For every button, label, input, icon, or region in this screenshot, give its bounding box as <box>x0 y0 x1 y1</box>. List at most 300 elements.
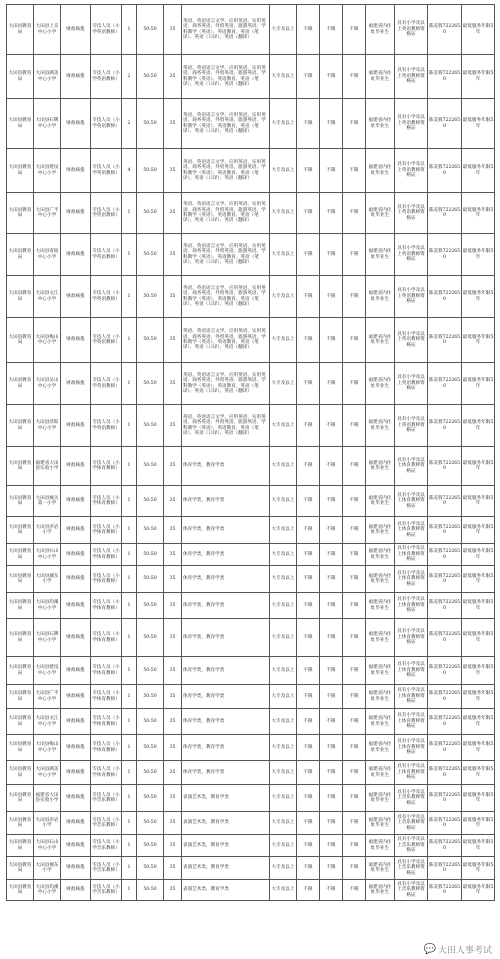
cell-col-8: 大专及以上 <box>270 149 297 193</box>
cell-col-1: 大田县均溪中心小学 <box>34 880 61 901</box>
cell-col-1: 大田县石牌中心小学 <box>34 99 61 149</box>
table-row <box>7 566 495 593</box>
cell-col-8: 大专及以上 <box>270 318 297 363</box>
cell-col-10: 不限 <box>320 812 343 835</box>
cell-col-11: 不限 <box>343 735 366 761</box>
cell-col-12: 福建省内住址毕业生 <box>366 835 395 857</box>
cell-col-5: 50:50 <box>137 318 164 363</box>
cell-col-12: 福建省内住址毕业生 <box>366 812 395 835</box>
cell-col-15: 最低服务年限5年 <box>462 735 495 761</box>
cell-col-6: 35 <box>164 812 182 835</box>
cell-col-0: 大田县教育局 <box>7 619 34 657</box>
cell-col-3: 专技人员（小学体育教师） <box>91 657 122 685</box>
cell-col-2: 财政核拨 <box>61 880 91 901</box>
cell-col-0: 大田县教育局 <box>7 193 34 234</box>
cell-col-13: 具有小学及以上体育教师资格证 <box>395 619 428 657</box>
cell-col-13: 具有小学及以上体育教师资格证 <box>395 544 428 566</box>
cell-col-12: 福建省内住址毕业生 <box>366 318 395 363</box>
cell-col-8: 大专及以上 <box>270 517 297 544</box>
cell-col-0: 大田县教育局 <box>7 276 34 318</box>
cell-col-1: 大田县建设中心小学 <box>34 657 61 685</box>
cell-col-10: 不限 <box>320 544 343 566</box>
cell-col-12: 福建省内住址毕业生 <box>366 785 395 812</box>
cell-col-8: 大专及以上 <box>270 619 297 657</box>
cell-col-2: 财政核拨 <box>61 234 91 276</box>
watermark-text: 大田人事考试 <box>437 946 492 956</box>
cell-col-6: 35 <box>164 149 182 193</box>
cell-col-11: 不限 <box>343 405 366 447</box>
cell-col-5: 50:50 <box>137 685 164 709</box>
cell-col-4: 1 <box>122 685 137 709</box>
table-row <box>7 99 495 149</box>
cell-col-9: 不限 <box>297 149 320 193</box>
cell-col-1: 大田县湖美中心小学 <box>34 761 61 785</box>
cell-col-13: 具有小学及以上英语教师资格证 <box>395 55 428 99</box>
cell-col-12: 福建省内住址毕业生 <box>366 685 395 709</box>
cell-col-12: 福建省内住址毕业生 <box>366 149 395 193</box>
cell-col-3: 专技人员（小学音乐教师） <box>91 880 122 901</box>
cell-col-8: 大专及以上 <box>270 234 297 276</box>
cell-col-12: 福建省内住址毕业生 <box>366 363 395 405</box>
cell-col-7: 英语、英语语言文学、应用英语、实用英语、商务英语、外贸英语、旅游英语、学科教学（英语）、英语教育、英语（笔译）、英语（口译）、英语（翻译） <box>182 149 270 193</box>
cell-col-15: 最低服务年限5年 <box>462 880 495 901</box>
cell-col-14: 陈美蓉7222650 <box>428 99 462 149</box>
cell-col-10: 不限 <box>320 857 343 880</box>
cell-col-14: 陈美蓉7222650 <box>428 486 462 517</box>
cell-col-2: 财政核拨 <box>61 363 91 405</box>
cell-col-10: 不限 <box>320 234 343 276</box>
cell-col-7: 表演艺术类，教育学类 <box>182 880 270 901</box>
cell-col-8: 大专及以上 <box>270 657 297 685</box>
cell-col-13: 具有小学及以上英语教师资格证 <box>395 193 428 234</box>
cell-col-9: 不限 <box>297 318 320 363</box>
cell-col-8: 大专及以上 <box>270 685 297 709</box>
cell-col-14: 陈美蓉7222650 <box>428 812 462 835</box>
cell-col-13: 具有小学及以上英语教师资格证 <box>395 149 428 193</box>
cell-col-11: 不限 <box>343 193 366 234</box>
cell-col-5: 50:50 <box>137 735 164 761</box>
cell-col-11: 不限 <box>343 149 366 193</box>
cell-col-11: 不限 <box>343 99 366 149</box>
cell-col-4: 1 <box>122 857 137 880</box>
cell-col-10: 不限 <box>320 880 343 901</box>
cell-col-15: 最低服务年限5年 <box>462 812 495 835</box>
cell-col-12: 福建省内住址毕业生 <box>366 234 395 276</box>
cell-col-5: 50:50 <box>137 55 164 99</box>
cell-col-1: 大田县梅山中心小学 <box>34 735 61 761</box>
cell-col-3: 专技人员（小学音乐教师） <box>91 785 122 812</box>
cell-col-6: 35 <box>164 593 182 619</box>
cell-col-1: 大田县奇韬中心小学 <box>34 234 61 276</box>
cell-col-13: 具有小学及以上体育教师资格证 <box>395 685 428 709</box>
cell-col-2: 财政核拨 <box>61 857 91 880</box>
cell-col-2: 财政核拨 <box>61 593 91 619</box>
cell-col-0: 大田县教育局 <box>7 761 34 785</box>
cell-col-0: 大田县教育局 <box>7 55 34 99</box>
table-row <box>7 735 495 761</box>
cell-col-0: 大田县教育局 <box>7 517 34 544</box>
cell-col-15: 最低服务年限5年 <box>462 193 495 234</box>
cell-col-12: 福建省内住址毕业生 <box>366 857 395 880</box>
cell-col-2: 财政核拨 <box>61 55 91 99</box>
cell-col-0: 大田县教育局 <box>7 544 34 566</box>
table-row <box>7 193 495 234</box>
cell-col-3: 专技人员（小学体育教师） <box>91 566 122 593</box>
cell-col-12: 福建省内住址毕业生 <box>366 405 395 447</box>
cell-col-10: 不限 <box>320 149 343 193</box>
cell-col-6: 35 <box>164 234 182 276</box>
cell-col-3: 专技人员（小学体育教师） <box>91 486 122 517</box>
cell-col-1: 大田县文江中心小学 <box>34 276 61 318</box>
cell-col-2: 财政核拨 <box>61 761 91 785</box>
cell-col-4: 1 <box>122 835 137 857</box>
cell-col-14: 陈美蓉7222650 <box>428 619 462 657</box>
table-row <box>7 149 495 193</box>
cell-col-10: 不限 <box>320 363 343 405</box>
cell-col-0: 大田县教育局 <box>7 709 34 735</box>
cell-col-2: 财政核拨 <box>61 193 91 234</box>
cell-col-0: 大田县教育局 <box>7 5 34 55</box>
cell-col-8: 大专及以上 <box>270 709 297 735</box>
cell-col-9: 不限 <box>297 5 320 55</box>
cell-col-5: 50:50 <box>137 619 164 657</box>
table-row <box>7 363 495 405</box>
cell-col-15: 最低服务年限5年 <box>462 486 495 517</box>
watermark <box>424 943 492 956</box>
cell-col-5: 50:50 <box>137 812 164 835</box>
cell-col-4: 1 <box>122 619 137 657</box>
cell-col-14: 陈美蓉7222650 <box>428 149 462 193</box>
cell-col-8: 大专及以上 <box>270 835 297 857</box>
cell-col-11: 不限 <box>343 880 366 901</box>
cell-col-1: 大田县城东小学 <box>34 857 61 880</box>
table-row <box>7 685 495 709</box>
cell-col-10: 不限 <box>320 486 343 517</box>
cell-col-6: 35 <box>164 619 182 657</box>
cell-col-4: 1 <box>122 735 137 761</box>
cell-col-6: 35 <box>164 685 182 709</box>
table-row <box>7 486 495 517</box>
table-row <box>7 55 495 99</box>
cell-col-9: 不限 <box>297 517 320 544</box>
cell-col-9: 不限 <box>297 709 320 735</box>
cell-col-13: 具有小学及以上音乐教师资格证 <box>395 880 428 901</box>
cell-col-7: 体育学类，教育学类 <box>182 619 270 657</box>
cell-col-1: 大田县文江中心小学 <box>34 709 61 735</box>
cell-col-1: 福建省大田县实验小学 <box>34 785 61 812</box>
cell-col-3: 专技人员（小学音乐教师） <box>91 812 122 835</box>
cell-col-12: 福建省内住址毕业生 <box>366 276 395 318</box>
cell-col-0: 大田县教育局 <box>7 835 34 857</box>
cell-col-13: 具有小学及以上体育教师资格证 <box>395 735 428 761</box>
cell-col-14: 陈美蓉7222650 <box>428 5 462 55</box>
cell-col-11: 不限 <box>343 363 366 405</box>
cell-col-8: 大专及以上 <box>270 761 297 785</box>
cell-col-13: 具有小学及以上体育教师资格证 <box>395 709 428 735</box>
cell-col-6: 35 <box>164 193 182 234</box>
cell-col-3: 专技人员（小学体育教师） <box>91 447 122 486</box>
cell-col-13: 具有小学及以上英语教师资格证 <box>395 363 428 405</box>
cell-col-8: 大专及以上 <box>270 193 297 234</box>
cell-col-13: 具有小学及以上音乐教师资格证 <box>395 857 428 880</box>
cell-col-11: 不限 <box>343 685 366 709</box>
cell-col-13: 具有小学及以上音乐教师资格证 <box>395 835 428 857</box>
cell-col-4: 1 <box>122 234 137 276</box>
cell-col-14: 陈美蓉7222650 <box>428 544 462 566</box>
cell-col-4: 1 <box>122 880 137 901</box>
cell-col-12: 福建省内住址毕业生 <box>366 517 395 544</box>
cell-col-7: 体育学类，教育学类 <box>182 486 270 517</box>
cell-col-8: 大专及以上 <box>270 276 297 318</box>
cell-col-6: 35 <box>164 405 182 447</box>
cell-col-7: 英语、英语语言文学、应用英语、实用英语、商务英语、外贸英语、旅游英语、学科教学（英语）、英语教育、英语（笔译）、英语（口译）、英语（翻译） <box>182 55 270 99</box>
cell-col-9: 不限 <box>297 619 320 657</box>
cell-col-15: 最低服务年限5年 <box>462 685 495 709</box>
cell-col-6: 35 <box>164 5 182 55</box>
cell-col-3: 专技人员（小学英语教师） <box>91 363 122 405</box>
cell-col-6: 35 <box>164 276 182 318</box>
cell-col-9: 不限 <box>297 193 320 234</box>
cell-col-7: 英语、英语语言文学、应用英语、实用英语、商务英语、外贸英语、旅游英语、学科教学（英语）、英语教育、英语（笔译）、英语（口译）、英语（翻译） <box>182 405 270 447</box>
cell-col-4: 1 <box>122 812 137 835</box>
cell-col-4: 1 <box>122 785 137 812</box>
cell-col-4: 2 <box>122 55 137 99</box>
cell-col-10: 不限 <box>320 517 343 544</box>
cell-col-10: 不限 <box>320 657 343 685</box>
cell-col-11: 不限 <box>343 709 366 735</box>
cell-col-3: 专技人员（小学英语教师） <box>91 55 122 99</box>
cell-col-9: 不限 <box>297 55 320 99</box>
cell-col-14: 陈美蓉7222650 <box>428 880 462 901</box>
cell-col-7: 体育学类，教育学类 <box>182 566 270 593</box>
cell-col-7: 英语、英语语言文学、应用英语、实用英语、商务英语、外贸英语、旅游英语、学科教学（英语）、英语教育、英语（笔译）、英语（口译）、英语（翻译） <box>182 234 270 276</box>
cell-col-10: 不限 <box>320 447 343 486</box>
table-body <box>7 5 495 901</box>
cell-col-8: 大专及以上 <box>270 5 297 55</box>
cell-col-10: 不限 <box>320 276 343 318</box>
cell-col-4: 1 <box>122 709 137 735</box>
cell-col-9: 不限 <box>297 785 320 812</box>
cell-col-4: 1 <box>122 593 137 619</box>
cell-col-3: 专技人员（小学体育教师） <box>91 619 122 657</box>
cell-col-4: 1 <box>122 657 137 685</box>
cell-col-6: 35 <box>164 486 182 517</box>
cell-col-4: 4 <box>122 149 137 193</box>
cell-col-2: 财政核拨 <box>61 517 91 544</box>
cell-col-12: 福建省内住址毕业生 <box>366 447 395 486</box>
cell-col-7: 体育学类，教育学类 <box>182 685 270 709</box>
cell-col-1: 大田县城关第一小学 <box>34 486 61 517</box>
cell-col-7: 表演艺术类，教育学类 <box>182 857 270 880</box>
cell-col-1: 大田县石山中心小学 <box>34 835 61 857</box>
cell-col-7: 英语、英语语言文学、应用英语、实用英语、商务英语、外贸英语、旅游英语、学科教学（英语）、英语教育、英语（笔译）、英语（口译）、英语（翻译） <box>182 5 270 55</box>
cell-col-5: 50:50 <box>137 363 164 405</box>
table-row <box>7 619 495 657</box>
cell-col-7: 表演艺术类，教育学类 <box>182 835 270 857</box>
cell-col-8: 大专及以上 <box>270 812 297 835</box>
cell-col-5: 50:50 <box>137 709 164 735</box>
cell-col-10: 不限 <box>320 318 343 363</box>
cell-col-14: 陈美蓉7222650 <box>428 857 462 880</box>
cell-col-7: 体育学类，教育学类 <box>182 593 270 619</box>
cell-col-11: 不限 <box>343 447 366 486</box>
job-table <box>6 4 495 901</box>
table-row <box>7 812 495 835</box>
cell-col-1: 大田县上京中心小学 <box>34 5 61 55</box>
cell-col-5: 50:50 <box>137 5 164 55</box>
cell-col-5: 50:50 <box>137 99 164 149</box>
cell-col-14: 陈美蓉7222650 <box>428 785 462 812</box>
cell-col-13: 具有小学及以上体育教师资格证 <box>395 517 428 544</box>
cell-col-6: 35 <box>164 785 182 812</box>
cell-col-12: 福建省内住址毕业生 <box>366 5 395 55</box>
cell-col-2: 财政核拨 <box>61 812 91 835</box>
cell-col-12: 福建省内住址毕业生 <box>366 55 395 99</box>
cell-col-14: 陈美蓉7222650 <box>428 593 462 619</box>
cell-col-11: 不限 <box>343 55 366 99</box>
cell-col-8: 大专及以上 <box>270 363 297 405</box>
cell-col-15: 最低服务年限5年 <box>462 447 495 486</box>
cell-col-1: 大田县均溪中心小学 <box>34 593 61 619</box>
cell-col-12: 福建省内住址毕业生 <box>366 99 395 149</box>
cell-col-14: 陈美蓉7222650 <box>428 835 462 857</box>
cell-col-2: 财政核拨 <box>61 486 91 517</box>
cell-col-7: 英语、英语语言文学、应用英语、实用英语、商务英语、外贸英语、旅游英语、学科教学（英语）、英语教育、英语（笔译）、英语（口译）、英语（翻译） <box>182 318 270 363</box>
cell-col-6: 35 <box>164 544 182 566</box>
cell-col-13: 具有小学及以上英语教师资格证 <box>395 276 428 318</box>
cell-col-12: 福建省内住址毕业生 <box>366 544 395 566</box>
cell-col-3: 专技人员（小学英语教师） <box>91 318 122 363</box>
cell-col-14: 陈美蓉7222650 <box>428 447 462 486</box>
table-row <box>7 657 495 685</box>
cell-col-2: 财政核拨 <box>61 657 91 685</box>
cell-col-14: 陈美蓉7222650 <box>428 234 462 276</box>
cell-col-15: 最低服务年限5年 <box>462 619 495 657</box>
cell-col-2: 财政核拨 <box>61 566 91 593</box>
cell-col-1: 大田县赤岩小学 <box>34 517 61 544</box>
cell-col-6: 35 <box>164 761 182 785</box>
cell-col-7: 体育学类，教育学类 <box>182 447 270 486</box>
cell-col-3: 专技人员（小学英语教师） <box>91 5 122 55</box>
cell-col-1: 大田县广平中心小学 <box>34 193 61 234</box>
cell-col-6: 35 <box>164 657 182 685</box>
cell-col-10: 不限 <box>320 99 343 149</box>
table-row <box>7 544 495 566</box>
cell-col-9: 不限 <box>297 735 320 761</box>
cell-col-12: 福建省内住址毕业生 <box>366 486 395 517</box>
cell-col-9: 不限 <box>297 657 320 685</box>
cell-col-0: 大田县教育局 <box>7 593 34 619</box>
cell-col-3: 专技人员（小学体育教师） <box>91 735 122 761</box>
cell-col-1: 大田县济阳中心小学 <box>34 405 61 447</box>
cell-col-1: 大田县石山中心小学 <box>34 544 61 566</box>
cell-col-8: 大专及以上 <box>270 55 297 99</box>
cell-col-9: 不限 <box>297 276 320 318</box>
cell-col-2: 财政核拨 <box>61 149 91 193</box>
cell-col-4: 1 <box>122 544 137 566</box>
table-row <box>7 318 495 363</box>
cell-col-15: 最低服务年限5年 <box>462 835 495 857</box>
cell-col-3: 专技人员（小学英语教师） <box>91 276 122 318</box>
cell-col-12: 福建省内住址毕业生 <box>366 709 395 735</box>
cell-col-7: 体育学类，教育学类 <box>182 544 270 566</box>
table-row <box>7 880 495 901</box>
cell-col-14: 陈美蓉7222650 <box>428 318 462 363</box>
cell-col-7: 英语、英语语言文学、应用英语、实用英语、商务英语、外贸英语、旅游英语、学科教学（英语）、英语教育、英语（笔译）、英语（口译）、英语（翻译） <box>182 276 270 318</box>
cell-col-13: 具有小学及以上英语教师资格证 <box>395 99 428 149</box>
cell-col-3: 专技人员（小学英语教师） <box>91 99 122 149</box>
cell-col-2: 财政核拨 <box>61 99 91 149</box>
cell-col-2: 财政核拨 <box>61 544 91 566</box>
cell-col-14: 陈美蓉7222650 <box>428 735 462 761</box>
cell-col-14: 陈美蓉7222650 <box>428 193 462 234</box>
cell-col-3: 专技人员（小学体育教师） <box>91 593 122 619</box>
cell-col-0: 大田县教育局 <box>7 735 34 761</box>
cell-col-0: 大田县教育局 <box>7 99 34 149</box>
cell-col-6: 35 <box>164 99 182 149</box>
cell-col-13: 具有小学及以上英语教师资格证 <box>395 405 428 447</box>
table-row <box>7 857 495 880</box>
cell-col-11: 不限 <box>343 835 366 857</box>
cell-col-7: 英语、英语语言文学、应用英语、实用英语、商务英语、外贸英语、旅游英语、学科教学（英语）、英语教育、英语（笔译）、英语（口译）、英语（翻译） <box>182 99 270 149</box>
cell-col-15: 最低服务年限5年 <box>462 785 495 812</box>
cell-col-5: 50:50 <box>137 857 164 880</box>
cell-col-15: 最低服务年限5年 <box>462 276 495 318</box>
cell-col-5: 50:50 <box>137 486 164 517</box>
cell-col-7: 体育学类，教育学类 <box>182 657 270 685</box>
cell-col-6: 35 <box>164 857 182 880</box>
cell-col-1: 大田县石牌中心小学 <box>34 619 61 657</box>
cell-col-0: 大田县教育局 <box>7 566 34 593</box>
cell-col-0: 大田县教育局 <box>7 857 34 880</box>
cell-col-13: 具有小学及以上英语教师资格证 <box>395 318 428 363</box>
cell-col-10: 不限 <box>320 55 343 99</box>
cell-col-14: 陈美蓉7222650 <box>428 276 462 318</box>
cell-col-14: 陈美蓉7222650 <box>428 405 462 447</box>
cell-col-8: 大专及以上 <box>270 447 297 486</box>
cell-col-13: 具有小学及以上音乐教师资格证 <box>395 812 428 835</box>
cell-col-1: 大田县吴山中心小学 <box>34 363 61 405</box>
cell-col-9: 不限 <box>297 593 320 619</box>
cell-col-13: 具有小学及以上体育教师资格证 <box>395 566 428 593</box>
cell-col-13: 具有小学及以上英语教师资格证 <box>395 234 428 276</box>
cell-col-13: 具有小学及以上体育教师资格证 <box>395 657 428 685</box>
cell-col-15: 最低服务年限5年 <box>462 405 495 447</box>
cell-col-11: 不限 <box>343 785 366 812</box>
cell-col-15: 最低服务年限5年 <box>462 566 495 593</box>
cell-col-3: 专技人员（小学体育教师） <box>91 685 122 709</box>
cell-col-5: 50:50 <box>137 517 164 544</box>
cell-col-7: 英语、英语语言文学、应用英语、实用英语、商务英语、外贸英语、旅游英语、学科教学（英语）、英语教育、英语（笔译）、英语（口译）、英语（翻译） <box>182 363 270 405</box>
cell-col-8: 大专及以上 <box>270 99 297 149</box>
cell-col-3: 专技人员（小学英语教师） <box>91 234 122 276</box>
cell-col-0: 大田县教育局 <box>7 785 34 812</box>
cell-col-10: 不限 <box>320 566 343 593</box>
table-row <box>7 835 495 857</box>
cell-col-9: 不限 <box>297 812 320 835</box>
cell-col-6: 35 <box>164 447 182 486</box>
cell-col-10: 不限 <box>320 593 343 619</box>
cell-col-8: 大专及以上 <box>270 857 297 880</box>
cell-col-7: 体育学类，教育学类 <box>182 709 270 735</box>
cell-col-4: 1 <box>122 517 137 544</box>
cell-col-2: 财政核拨 <box>61 447 91 486</box>
cell-col-7: 英语、英语语言文学、应用英语、实用英语、商务英语、外贸英语、旅游英语、学科教学（英语）、英语教育、英语（笔译）、英语（口译）、英语（翻译） <box>182 193 270 234</box>
cell-col-0: 大田县教育局 <box>7 405 34 447</box>
cell-col-10: 不限 <box>320 761 343 785</box>
cell-col-3: 专技人员（小学英语教师） <box>91 149 122 193</box>
cell-col-2: 财政核拨 <box>61 709 91 735</box>
